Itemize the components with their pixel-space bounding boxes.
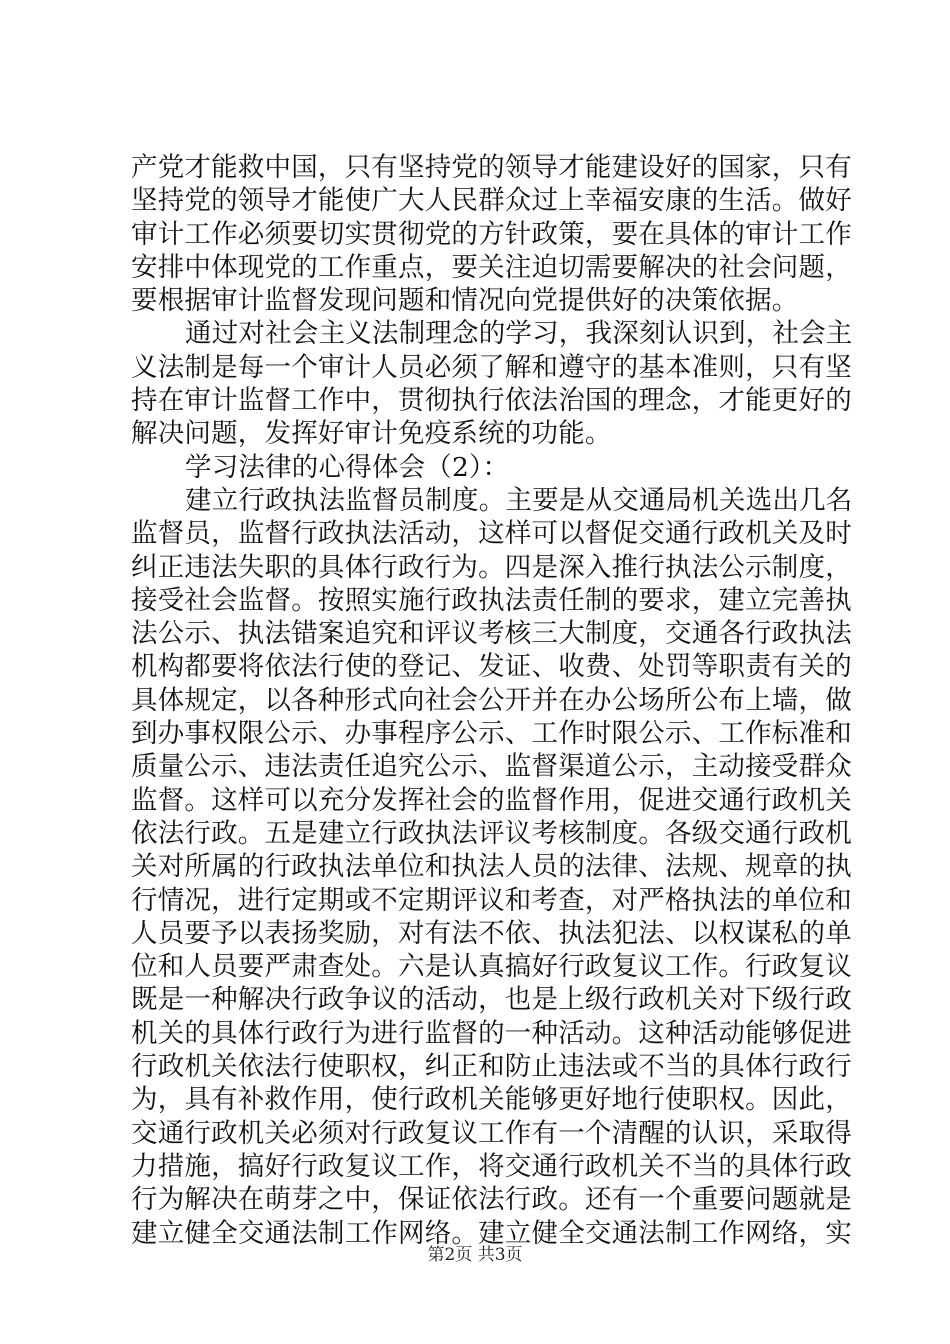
document-body — [131, 151, 853, 1250]
text-line: 法公示、执法错案追究和评议考核三大制度，交通各行政执法 — [131, 618, 852, 650]
text-line: 监督。这样可以充分发挥社会的监督作用，促进交通行政机关 — [131, 784, 852, 816]
text-line: 接受社会监督。按照实施行政执法责任制的要求，建立完善执 — [131, 584, 852, 616]
text-line: 解决问题，发挥好审计免疫系统的功能。 — [131, 418, 612, 450]
text-line: 人员要予以表扬奖励，对有法不依、执法犯法、以权谋私的单 — [131, 917, 852, 949]
text-line: 机关的具体行政行为进行监督的一种活动。这种活动能够促进 — [131, 1017, 852, 1049]
text-line: 质量公示、违法责任追究公示、监督渠道公示，主动接受群众 — [131, 751, 852, 783]
text-line: 通过对社会主义法制理念的学习，我深刻认识到，社会主 — [185, 318, 853, 350]
paragraph-1 — [131, 151, 852, 317]
text-line: 安排中体现党的工作重点，要关注迫切需要解决的社会问题， — [131, 251, 852, 283]
text-line: 义法制是每一个审计人员必须了解和遵守的基本准则，只有坚 — [131, 351, 852, 383]
text-line: 为，具有补救作用，使行政机关能够更好地行使职权。因此， — [131, 1084, 852, 1116]
text-line: 行情况，进行定期或不定期评议和考查，对严格执法的单位和 — [131, 884, 852, 916]
text-line: 持在审计监督工作中，贯彻执行依法治国的理念，才能更好的 — [131, 385, 852, 417]
text-line: 既是一种解决行政争议的活动，也是上级行政机关对下级行政 — [131, 984, 852, 1016]
text-line: 机构都要将依法行使的登记、发证、收费、处罚等职责有关的 — [131, 651, 852, 683]
text-line: 依法行政。五是建立行政执法评议考核制度。各级交通行政机 — [131, 817, 852, 849]
page-number-footer: 第2页 共3页 — [427, 1245, 523, 1265]
text-line: 建立行政执法监督员制度。主要是从交通局机关选出几名 — [185, 484, 853, 516]
text-line: 行为解决在萌芽之中，保证依法行政。还有一个重要问题就是 — [131, 1184, 852, 1216]
text-line: 产党才能救中国，只有坚持党的领导才能建设好的国家，只有 — [131, 152, 852, 183]
text-line: 关对所属的行政执法单位和执法人员的法律、法规、规章的执 — [131, 851, 852, 883]
text-line: 建立健全交通法制工作网络。建立健全交通法制工作网络，实 — [131, 1217, 852, 1249]
text-line: 要根据审计监督发现问题和情况向党提供好的决策依据。 — [131, 285, 799, 317]
text-line: 坚持党的领导才能使广大人民群众过上幸福安康的生活。做好 — [131, 185, 852, 217]
text-line: 到办事权限公示、办事程序公示、工作时限公示、工作标准和 — [131, 718, 852, 750]
text-line: 纠正违法失职的具体行政行为。四是深入推行执法公示制度， — [131, 551, 852, 583]
text-line: 行政机关依法行使职权，纠正和防止违法或不当的具体行政行 — [131, 1051, 852, 1083]
text-line: 监督员，监督行政执法活动，这样可以督促交通行政机关及时 — [131, 518, 852, 550]
text-line: 具体规定，以各种形式向社会公开并在办公场所公布上墙，做 — [131, 684, 852, 716]
paragraph-3 — [131, 484, 853, 1250]
text-line: 审计工作必须要切实贯彻党的方针政策，要在具体的审计工作 — [131, 218, 852, 250]
heading-line: 学习法律的心得体会（2）： — [185, 451, 510, 483]
text-line: 位和人员要严肃查处。六是认真搞好行政复议工作。行政复议 — [131, 951, 852, 983]
paragraph-2 — [131, 317, 853, 450]
text-line: 力措施，搞好行政复议工作，将交通行政机关不当的具体行政 — [131, 1150, 852, 1182]
text-line: 交通行政机关必须对行政复议工作有一个清醒的认识，采取得 — [131, 1117, 852, 1149]
section-heading — [131, 451, 831, 484]
